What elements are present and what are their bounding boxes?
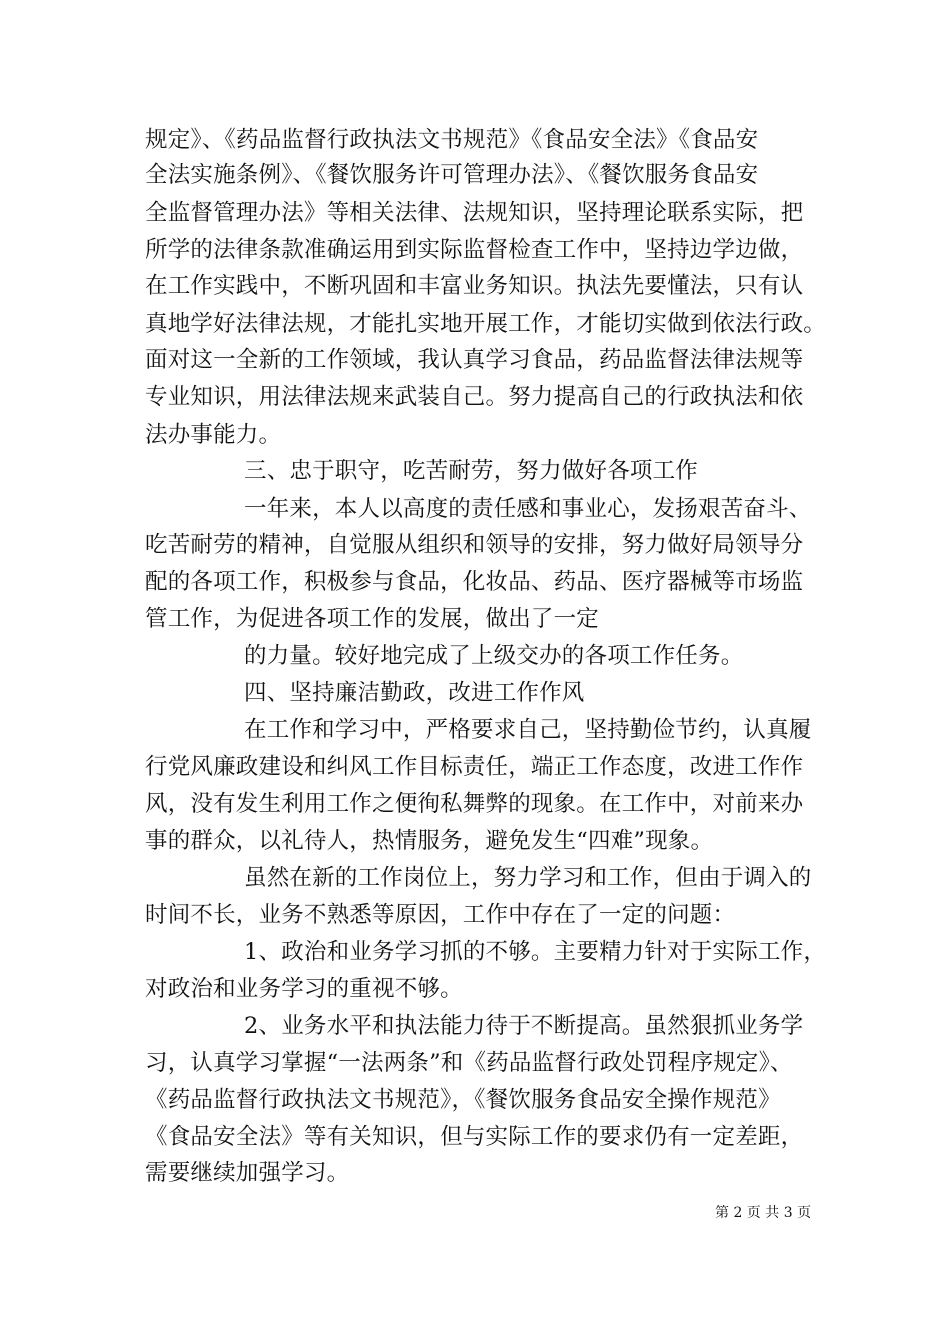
text-line: 在工作实践中，不断巩固和丰富业务知识。执法先要懂法，只有认: [145, 273, 804, 299]
text-line: 虽然在新的工作岗位上，努力学习和工作，但由于调入的: [244, 865, 812, 891]
section-heading: 四、坚持廉洁勤政，改进工作作风: [244, 680, 585, 706]
text-line: 行党风廉政建设和纠风工作目标责任，端正工作态度，改进工作作: [145, 754, 804, 780]
text-line: 配的各项工作，积极参与食品，化妆品、药品、医疗器械等市场监: [145, 569, 804, 595]
text-line: 《药品监督行政执法文书规范》，《餐饮服务食品安全操作规范》: [145, 1087, 781, 1113]
text-line: 真地学好法律法规，才能扎实地开展工作，才能切实做到依法行政。: [145, 311, 827, 337]
list-item: 2、业务水平和执法能力待于不断提高。虽然狠抓业务学: [244, 1013, 804, 1039]
text-line: 时间不长，业务不熟悉等原因，工作中存在了一定的问题：: [145, 902, 736, 928]
text-line: 规定》、《药品监督行政执法文书规范》《食品安全法》《食品安: [145, 127, 759, 153]
text-line: 全监督管理办法》等相关法律、法规知识，坚持理论联系实际，把: [145, 200, 804, 226]
text-line: 吃苦耐劳的精神，自觉服从组织和领导的安排，努力做好局领导分: [145, 532, 804, 558]
section-heading: 三、忠于职守，吃苦耐劳，努力做好各项工作: [244, 458, 699, 484]
text-line: 习，认真学习掌握“一法两条”和《药品监督行政处罚程序规定》、: [145, 1050, 793, 1076]
text-line: 面对这一全新的工作领域，我认真学习食品，药品监督法律法规等: [145, 347, 804, 373]
text-line: 一年来，本人以高度的责任感和事业心，发扬艰苦奋斗、: [244, 496, 812, 522]
text-line: 全法实施条例》、《餐饮服务许可管理办法》、《餐饮服务食品安: [145, 162, 759, 188]
text-line: 法办事能力。: [145, 422, 282, 448]
text-line: 专业知识，用法律法规来武装自己。努力提高自己的行政执法和依: [145, 384, 804, 410]
text-line: 需要继续加强学习。: [145, 1160, 350, 1186]
text-line: 《食品安全法》等有关知识，但与实际工作的要求仍有一定差距，: [145, 1124, 804, 1150]
text-line: 在工作和学习中，严格要求自己，坚持勤俭节约，认真履: [244, 717, 812, 743]
text-line: 风，没有发生利用工作之便徇私舞弊的现象。在工作中，对前来办: [145, 791, 804, 817]
text-line: 所学的法律条款准确运用到实际监督检查工作中，坚持边学边做，: [145, 237, 804, 263]
text-line: 的力量。较好地完成了上级交办的各项工作任务。: [244, 643, 744, 669]
page-number: 第 2 页 共 3 页: [715, 1205, 812, 1221]
list-item: 1、政治和业务学习抓的不够。主要精力针对于实际工作，: [244, 939, 827, 965]
text-line: 对政治和业务学习的重视不够。: [145, 976, 463, 1002]
text-line: 管工作，为促进各项工作的发展，做出了一定: [145, 606, 600, 632]
text-line: 事的群众，以礼待人，热情服务，避免发生“四难”现象。: [145, 828, 714, 854]
